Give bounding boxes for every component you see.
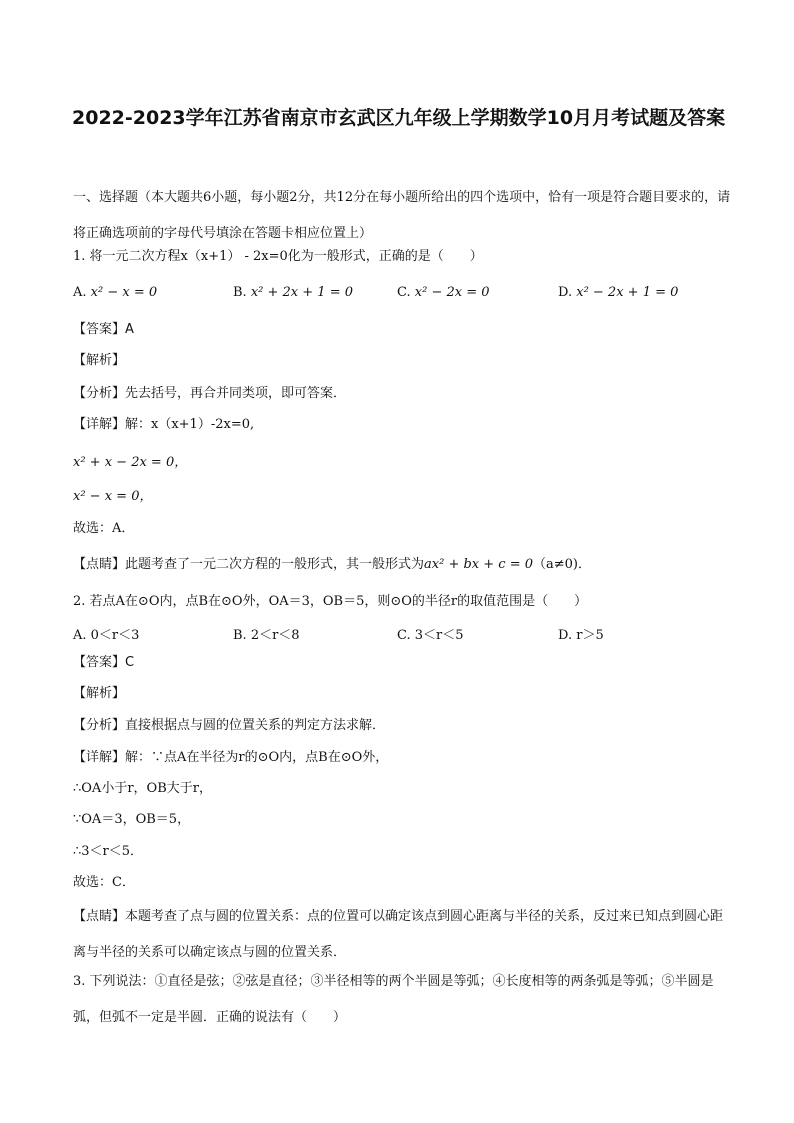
q1-option-a-label: A.	[73, 285, 87, 300]
q1-option-c-formula: x² − 2x = 0	[414, 285, 490, 300]
q1-dianjing-formula: ax² + bx + c = 0	[424, 557, 533, 572]
q2-xiangjie: 【详解】解：∵点A在半径为r的⊙O内，点B在⊙O外，	[73, 750, 389, 765]
section-heading: 一、选择题（本大题共6小题，每小题2分，共12分在每小题所给出的四个选项中，恰有一项是符合题目要求的，请将正确选项前的字母代号填涂在答题卡相应位置上）	[73, 190, 731, 241]
q1-dianjing-condition: （a≠0)．	[533, 557, 591, 572]
q3-stem: 3. 下列说法：①直径是弦；②弦是直径；③半径相等的两个半圆是等弧；④长度相等的两条弧是等弧；⑤半圆是弧，但弧不一定是半圆．正确的说法有（ ）	[73, 974, 714, 1025]
q2-analysis-label: 【解析】	[73, 686, 126, 701]
q2-answer: 【答案】C	[73, 655, 135, 670]
q1-option-c-label: C.	[397, 285, 411, 300]
q1-analysis-label: 【解析】	[73, 353, 126, 368]
q1-stem: 1. 将一元二次方程x（x+1） - 2x=0化为一般形式，正确的是（ ）	[73, 249, 483, 264]
q1-option-b-formula: x² + 2x + 1 = 0	[250, 285, 353, 300]
q1-option-d-formula: x² − 2x + 1 = 0	[576, 285, 679, 300]
q2-step1: ∴OA小于r，OB大于r，	[73, 781, 212, 796]
q1-option-d	[558, 285, 678, 300]
q1-fenxi: 【分析】先去括号，再合并同类项，即可答案．	[73, 386, 347, 401]
q2-option-a: A. 0＜r＜3	[73, 628, 140, 643]
q1-option-a-formula: x² − x = 0	[90, 285, 158, 300]
q1-choice: 故选：A．	[73, 521, 135, 536]
document-title: 2022-2023学年江苏省南京市玄武区九年级上学期数学10月月考试题及答案	[72, 107, 726, 129]
q1-option-a	[73, 285, 157, 300]
q2-option-d: D. r＞5	[558, 628, 604, 643]
q2-step3: ∴3＜r＜5．	[73, 844, 144, 859]
q1-option-d-label: D.	[558, 285, 573, 300]
q1-dianjing-text: 【点睛】此题考查了一元二次方程的一般形式，其一般形式为	[73, 557, 425, 572]
q2-choice: 故选：C．	[73, 875, 135, 890]
q1-option-c	[397, 285, 490, 300]
q1-option-b	[233, 285, 353, 300]
q1-step1: x² + x − 2x = 0，	[73, 455, 188, 470]
q2-option-b: B. 2＜r＜8	[233, 628, 300, 643]
q1-step2: x² − x = 0，	[73, 489, 153, 504]
q1-dianjing	[73, 555, 733, 575]
q2-step2: ∵OA＝3，OB＝5，	[73, 812, 191, 827]
q2-stem: 2. 若点A在⊙O内，点B在⊙O外，OA＝3，OB＝5，则⊙O的半径r的取值范围是（ ）	[73, 594, 588, 609]
q2-fenxi: 【分析】直接根据点与圆的位置关系的判定方法求解．	[73, 718, 386, 733]
q2-dianjing: 【点睛】本题考查了点与圆的位置关系：点的位置可以确定该点到圆心距离与半径的关系，反过来已知点到圆心距离与半径的关系可以确定该点与圆的位置关系．	[73, 909, 724, 960]
q2-option-c: C. 3＜r＜5	[397, 628, 464, 643]
q1-xiangjie: 【详解】解：x（x+1）-2x=0,	[73, 417, 255, 432]
q1-answer: 【答案】A	[73, 322, 134, 337]
q1-option-b-label: B.	[233, 285, 247, 300]
